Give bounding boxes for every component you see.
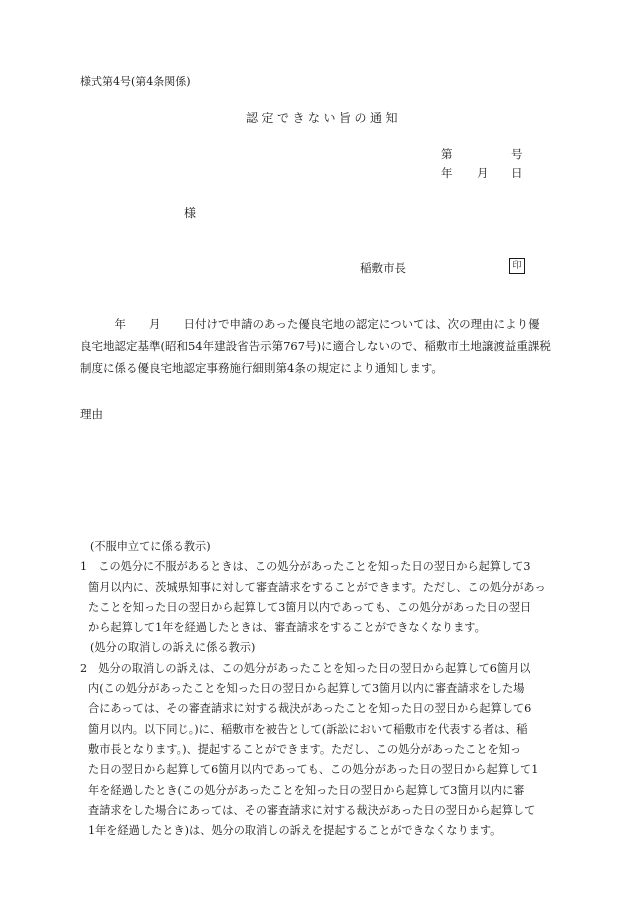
notice-line: たことを知った日の翌日から起算して3箇月以内であっても、この処分があった日の翌日 xyxy=(88,600,532,614)
date-day: 日 xyxy=(511,166,523,180)
form-number: 様式第4号(第4条関係) xyxy=(80,75,191,88)
notice-line: 1年を経過したとき)は、処分の取消しの訴えを提起することができなくなります。 xyxy=(88,824,502,838)
body-line: 制度に係る優良宅地認定事務施行細則第4条の規定により通知します。 xyxy=(80,361,443,375)
addressee: 様 xyxy=(184,206,197,220)
notification-body xyxy=(80,313,551,379)
notice-line: 敷市長となります。)、提起することができます。ただし、この処分があったことを知っ xyxy=(88,742,522,756)
notice-line: 合にあっては、その審査請求に対する裁決があったことを知った日の翌日から起算して6 xyxy=(88,702,532,716)
notice-line: 年を経過したとき(この処分があったことを知った日の翌日から起算して3箇月以内に審 xyxy=(88,783,525,797)
notice-heading-lawsuit: (処分の取消しの訴えに係る教示) xyxy=(90,641,256,655)
appeal-notice xyxy=(80,537,550,841)
notice-heading-appeal: (不服申立てに係る教示) xyxy=(90,540,211,553)
doc-number-prefix: 第 xyxy=(441,147,453,161)
notice-line: 箇月以内。以下同じ。)に、稲敷市を被告として(訴訟において稲敷市を代表する者は、稲 xyxy=(88,722,528,736)
notice-line: 内(この処分があったことを知った日の翌日から起算して3箇月以内に審査請求をした場 xyxy=(88,682,525,696)
notice-line: 箇月以内に、茨城県知事に対して審査請求をすることができます。ただし、この処分があっ xyxy=(88,580,546,594)
body-line: 良宅地認定基準(昭和54年建設省告示第767号)に適合しないので、稲敷市土地譲渡益重課税 xyxy=(80,339,551,353)
notice-line: 査請求をした場合にあっては、その審査請求に対する裁決があった日の翌日から起算して xyxy=(88,803,536,817)
date-month: 月 xyxy=(477,166,489,180)
body-line: 年 月 日付けで申請のあった優良宅地の認定については、次の理由により優 xyxy=(80,317,540,331)
date-year: 年 xyxy=(441,166,453,180)
notice-line: た日の翌日から起算して6箇月以内であっても、この処分があった日の翌日から起算して1 xyxy=(88,763,539,777)
notice-line: 2 処分の取消しの訴えは、この処分があったことを知った日の翌日から起算して6箇月以 xyxy=(80,661,531,675)
reason-label: 理由 xyxy=(80,407,103,421)
notice-line: から起算して1年を経過したときは、審査請求をすることができなくなります。 xyxy=(88,621,486,635)
issuer-name: 稲敷市長 xyxy=(360,261,406,275)
notice-line: 1 この処分に不服があるときは、この処分があったことを知った日の翌日から起算して3 xyxy=(80,560,531,574)
seal-mark: 印 xyxy=(509,258,525,274)
document-title: 認定できない旨の通知 xyxy=(246,111,402,125)
doc-number-suffix: 号 xyxy=(511,147,523,161)
